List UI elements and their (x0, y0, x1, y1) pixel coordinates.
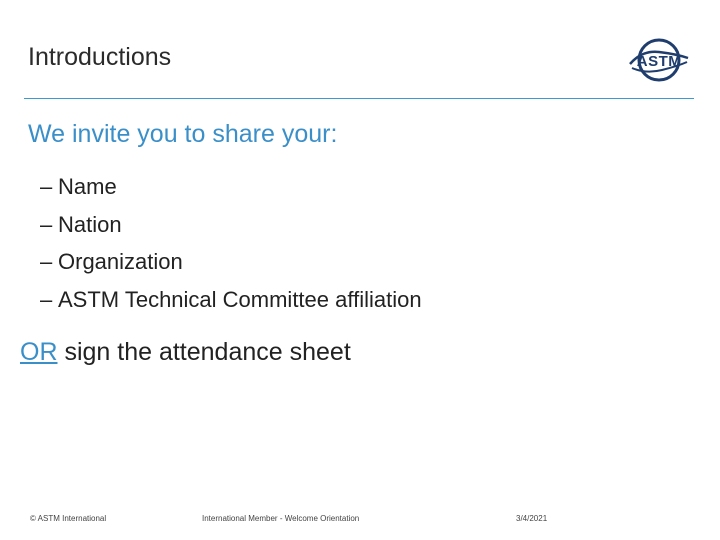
slide-title: Introductions (28, 43, 172, 71)
footer-presentation-name: International Member - Welcome Orientation (202, 514, 360, 523)
bullet-list (40, 172, 422, 322)
list-item (40, 285, 422, 323)
footer-copyright: © ASTM International (30, 514, 107, 523)
footer-date: 3/4/2021 (516, 514, 548, 523)
bullet-marker: – (40, 211, 53, 237)
list-item (40, 210, 422, 248)
bullet-text: Name (58, 174, 117, 199)
attendance-prompt (20, 338, 351, 367)
list-item (40, 172, 422, 210)
header-divider (24, 98, 694, 99)
bullet-marker: – (40, 174, 53, 199)
bullet-text: ASTM Technical Committee affiliation (58, 286, 422, 312)
bullet-marker: – (40, 249, 53, 274)
bullet-text: Organization (58, 249, 183, 274)
slide-subtitle: We invite you to share your: (28, 120, 338, 148)
bullet-text: Nation (58, 211, 122, 237)
astm-logo-icon (628, 34, 690, 86)
list-item (40, 247, 422, 285)
attendance-text: sign the attendance sheet (57, 338, 351, 366)
bullet-marker: – (40, 286, 53, 312)
logo-text: ASTM (636, 53, 682, 70)
or-link[interactable]: OR (20, 338, 58, 366)
